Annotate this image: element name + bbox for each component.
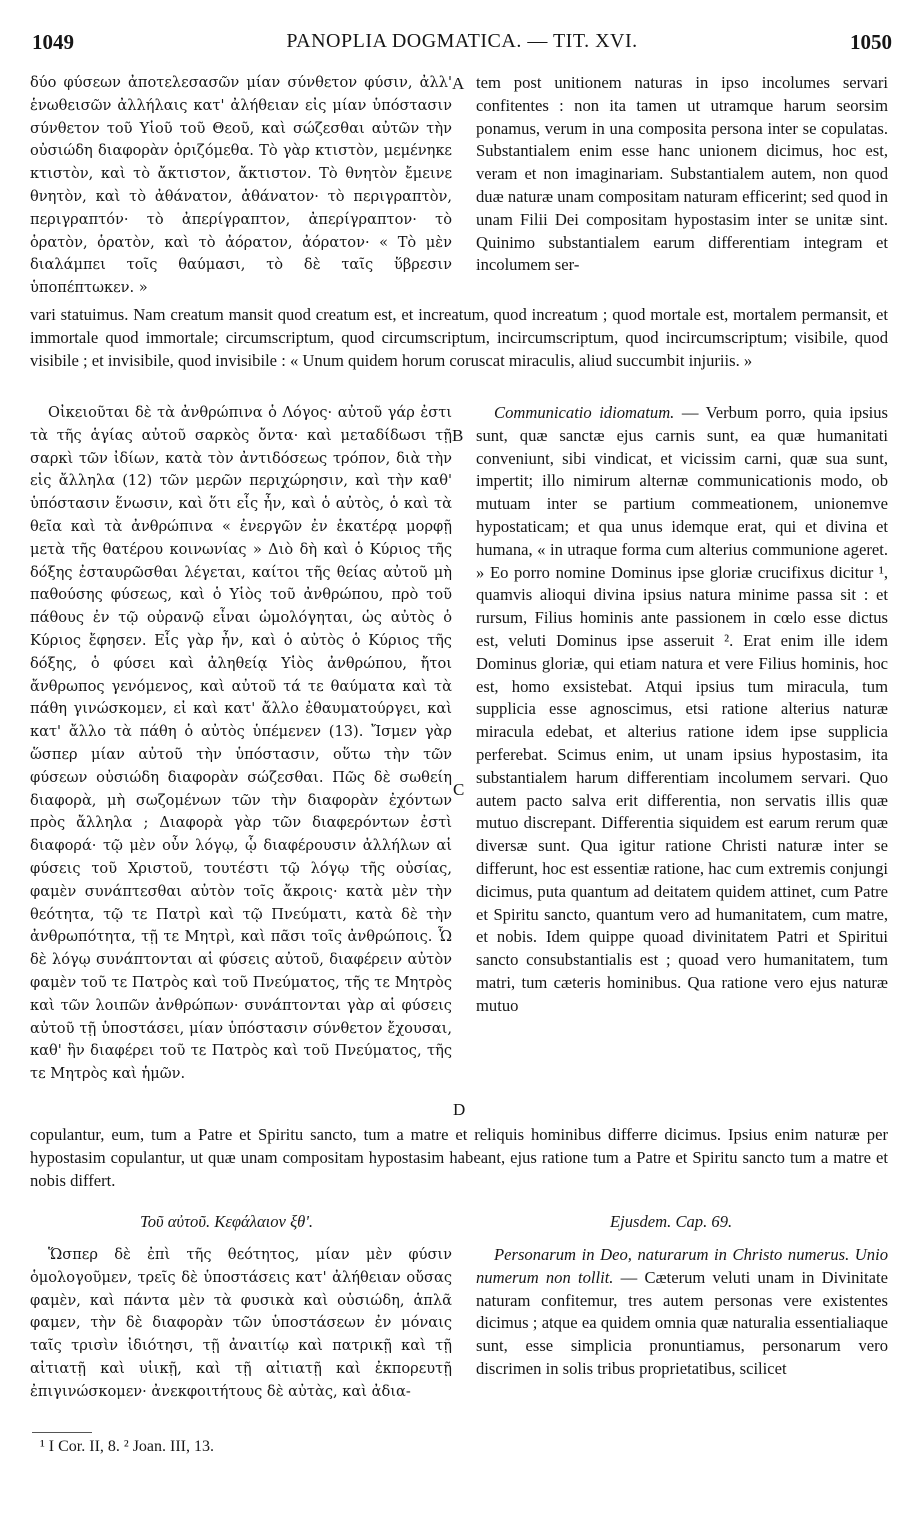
full-width-bridge-1 <box>30 304 888 372</box>
greek-paragraph: δύο φύσεων ἀποτελεσασῶν μίαν σύνθετον φύσιν, ἀλλ' ἑνωθεισῶν ἀλλήλαις κατ' ἀλήθειαν εἰς μίαν ὑπόστασιν σύνθετον τοῦ Υἱοῦ τοῦ Θεοῦ, καὶ σώζεσθαι αὐτῶν τὴν οὐσιώδη διαφορὰν ὁριζόμεθα. Τὸ γὰρ κτιστὸν, μεμένηκε κτιστὸν, καὶ τὸ ἄκτιστον, ἄκτιστον. Τὸ θνητὸν ἔμεινε θνητὸν, καὶ τὸ ἀθάνατον, ἀθάνατον· τὸ περιγραπτὸν, περιγραπτόν· τὸ ἀπερίγραπτον, ἀπερίγραπτον· τὸ ὁρατὸν, ὁρατὸν, καὶ τὸ ἀόρατον, ἀόρατον· « Τὸ μὲν διαλάμπει τοῖς θαύμασι, τὸ δὲ ταῖς ὕβρεσιν ὑποπέπτωκεν. » <box>30 74 452 297</box>
chapter-heading-greek: Τοῦ αὐτοῦ. Κεφάλαιον ξθ'. <box>140 1212 314 1231</box>
page-number-left: 1049 <box>32 30 74 54</box>
latin-paragraph <box>476 402 888 1018</box>
page-number-right: 1050 <box>850 30 892 54</box>
latin-column-block-2 <box>476 402 888 1018</box>
greek-column-block-2 <box>30 402 452 1086</box>
latin-paragraph: copulantur, eum, tum a Patre et Spiritu sancto, tum a matre et reliquis hominibus differre dicimus. Ipsius enim naturæ per hypostasim copulantur, ut quæ unam compositam hypostasim habeant, ejus ratione tum a Patre et Spiritu sancto tum a matre et nobis differt. <box>30 1125 888 1190</box>
latin-text: — Cæterum veluti unam in Divinitate naturam confitemur, tres autem personas vere existentes dicimus ; atque ea quidem omnia quæ naturalia essentialiaque sunt, esse simplicia pronuntiamus, personarum vero discrimen in solis tribus proprietatibus, scilicet <box>476 1267 888 1378</box>
latin-paragraph <box>476 1244 888 1381</box>
greek-column-block-3 <box>30 1244 452 1404</box>
latin-text: — Verbum porro, quia ipsius sunt, quæ sanctæ ejus carnis sunt, ea quæ humanitati conveniunt, sibi vindicat, et vicissim carni, quæ sua sunt, impertit; illo nimirum alternæ communicationis modo, ob mutuam inter se partium commeationem, unionemve hypostaticam; et qua unus idemque erat, qui et divina et humana, « in utraque forma cum alterius communione ageret. » Eo porro nomine Dominus ipse gloriæ crucifixus dicitur ¹, quamvis alioqui divina ipsius natura minime passa sit : et rursum, Filius hominis ante passionem in cœlo esse dictus est, veluti Dominus ipse asseruit ². Erat enim ille idem Dominus gloriæ, qui etiam natura et vere Filius hominis, hoc est, homo exsistebat. Atqui ipsius tum miracula, tum supplicia esse agnoscimus, etsi ratione alterius naturæ miracula edebat, et alterius ratione idem ipse supplicia perferebat. Scimus enim, ut unam ipsius hypostasim, ita substantialem harum differentiam incolumem servari. Quo autem pacto salva erit differentia, non servatis illis quæ mutuo discrepant. Differentia siquidem est earum rerum quæ diversæ sunt. Qua igitur ratione Christi naturæ inter se differunt, hoc est essentiæ ratione, hac cum extremis conjungi dicimus, puta quantum ad deitatem quidem attinet, cum Patre et Spiritu sancto, quantum vero ad humanitatem, cum matre, et nobis. Idem quippe quoad divinitatem Patri et Spiritui sancto consubstantialis est ; quoad vero humanitatem, tum matri, tum cæteris hominibus. Qua ratione vero ejus naturæ mutuo <box>476 403 889 1015</box>
chapter-heading-latin: Ejusdem. Cap. 69. <box>610 1212 733 1231</box>
greek-paragraph: Ὥσπερ δὲ ἐπὶ τῆς θεότητος, μίαν μὲν φύσιν ὁμολογοῦμεν, τρεῖς δὲ ὑποστάσεις κατ' ἀλήθειαν οὔσας φαμὲν, καὶ πάντα μὲν τὰ φυσικὰ καὶ οὐσιώδη, ἁπλᾶ φαμεν, τὴν δὲ διαφορὰν τῶν ὑποστάσεων ἐν μόναις ταῖς τρισὶν ἰδιότησι, τῇ ἀναιτίῳ καὶ πατρικῇ καὶ τῇ αἰτιατῇ καὶ υἱικῇ, καὶ τῇ αἰτιατῇ καὶ ἐκπορευτῇ ἐπιγινώσκομεν· ἀνεκφοιτήτους δὲ αὐτὰς, καὶ ἀδια- <box>30 1246 452 1400</box>
sidenote-label: Communicatio idiomatum. <box>494 403 675 422</box>
margin-marker-d: D <box>453 1100 466 1119</box>
margin-marker-b: B <box>452 426 464 445</box>
full-width-bridge-2 <box>30 1124 888 1192</box>
margin-marker-a: A <box>452 74 465 93</box>
latin-paragraph: tem post unitionem naturas in ipso incolumes servari confitentes : non ita tamen ut utramque harum seorsim ponamus, verum in una composita persona inter se copulatas. Substantialem enim esse hanc unionem dicimus, hoc est, veram et non imaginariam. Substantialem autem, non quod duæ naturæ unam compositam naturam efficerint; sed quod in unam Filii Dei compositam hypostasim inter se unitæ sint. Quinimo substantialem earum differentiam integram et incolumem ser- <box>476 73 888 275</box>
page-header <box>32 30 892 60</box>
running-title: PANOPLIA DOGMATICA. — TIT. XVI. <box>286 30 638 52</box>
sidenote-label: Personarum in Deo, naturarum in Christo numerus. Unio numerum non tollit. <box>476 1245 888 1287</box>
footnote-rule <box>32 1432 92 1433</box>
margin-marker-c: C <box>453 780 465 799</box>
latin-paragraph: vari statuimus. Nam creatum mansit quod creatum est, et increatum, quod increatum ; quod mortale est, mortalem permansit, et immortale quod immortale; circumscriptum, quod circumscriptum, incircumscriptum, quod incircumscriptum; visibile, quod visibile ; et invisibile, quod invisibile : « Unum quidem horum coruscat miraculis, aliud succumbit injuriis. » <box>30 305 888 370</box>
latin-column-block-3 <box>476 1244 888 1381</box>
greek-paragraph: Οἰκειοῦται δὲ τὰ ἀνθρώπινα ὁ Λόγος· αὐτοῦ γάρ ἐστι τὰ τῆς ἁγίας αὐτοῦ σαρκὸς ὄντα· καὶ μεταδίδωσι τῇ σαρκὶ τῶν ἰδίων, κατὰ τὸν ἀντιδόσεως τρόπον, διὰ τὴν εἰς ἄλληλα (12) τῶν μερῶν περιχώρησιν, καὶ τὴν καθ' ὑπόστασιν ἕνωσιν, καὶ ὅτι εἷς ἦν, καὶ ὁ αὐτὸς, ὁ καὶ τὰ θεῖα καὶ τὰ ἀνθρώπινα « ἐνεργῶν ἐν ἑκατέρᾳ μορφῇ μετὰ τῆς θατέρου κοινωνίας » Διὸ δὴ καὶ ὁ Κύριος τῆς δόξης ἐσταυρῶσθαι λέγεται, καίτοι τῆς θείας αὐτοῦ μὴ παθούσης φύσεως, καὶ ὁ Υἱὸς τοῦ ἀνθρώπου, πρὸ τοῦ πάθους ἐν τῷ οὐρανῷ εἶναι ὡμολόγηται, ὡς αὐτὸς ὁ Κύριος ἔφησεν. Εἷς γὰρ ἦν, καὶ ὁ αὐτὸς ὁ Κύριος τῆς δόξης, ὁ φύσει καὶ ἀληθείᾳ Υἱὸς ἀνθρώπου, ἤτοι ἄνθρωπος γενόμενος, καὶ αὐτοῦ τά τε θαύματα καὶ τὰ πάθη γινώσκομεν, εἰ καὶ κατ' ἄλλο ἐθαυματούργει, καὶ κατ' ἄλλο τὰ πάθη ὁ αὐτὸς ὑπέμενεν (13). Ἴσμεν γὰρ ὥσπερ μίαν αὐτοῦ τὴν ὑπόστασιν, οὕτω τὴν τῶν φύσεων οὐσιώδη διαφορὰν σώζεσθαι. Πῶς δὲ σωθείη διαφορὰ, μὴ σωζομένων τῶν τὴν διαφορὰν ἐχόντων πρὸς ἄλληλα ; Διαφορὰ γὰρ τῶν διαφερόντων ἐστὶ διαφορά· τῷ μὲν οὖν λόγῳ, ᾧ διαφέρουσιν ἀλλήλων αἱ φύσεις τοῦ Χριστοῦ, τουτέστι τῷ λόγῳ τῆς οὐσίας, φαμὲν συνάπτεσθαι αὐτὸν τοῖς ἄκροις· κατὰ μὲν τὴν θεότητα, τῷ τε Πατρὶ καὶ τῷ Πνεύματι, κατὰ δὲ τὴν ἀνθρωπότητα, τῇ τε Μητρὶ, καὶ πᾶσι τοῖς ἀνθρώποις. Ὧ δὲ λόγῳ συνάπτονται αἱ φύσεις αὐτοῦ, διαφέρειν αὐτὸν φαμὲν τοῦ τε Πατρὸς καὶ τοῦ Πνεύματος, τῆς τε Μητρὸς καὶ τῶν λοιπῶν ἀνθρώπων· συνάπτονται γὰρ αἱ φύσεις αὐτοῦ τῇ ὑποστάσει, μίαν ὑπόστασιν σύνθετον ἔχουσαι, καθ' ἣν διαφέρει τοῦ τε Πατρὸς καὶ τοῦ Πνεύματος, τῆς τε Μητρὸς καὶ ἡμῶν. <box>30 404 452 1083</box>
greek-column-block-1 <box>30 72 452 300</box>
footnotes: ¹ I Cor. II, 8. ² Joan. III, 13. <box>40 1438 215 1455</box>
latin-column-block-1 <box>476 72 888 277</box>
